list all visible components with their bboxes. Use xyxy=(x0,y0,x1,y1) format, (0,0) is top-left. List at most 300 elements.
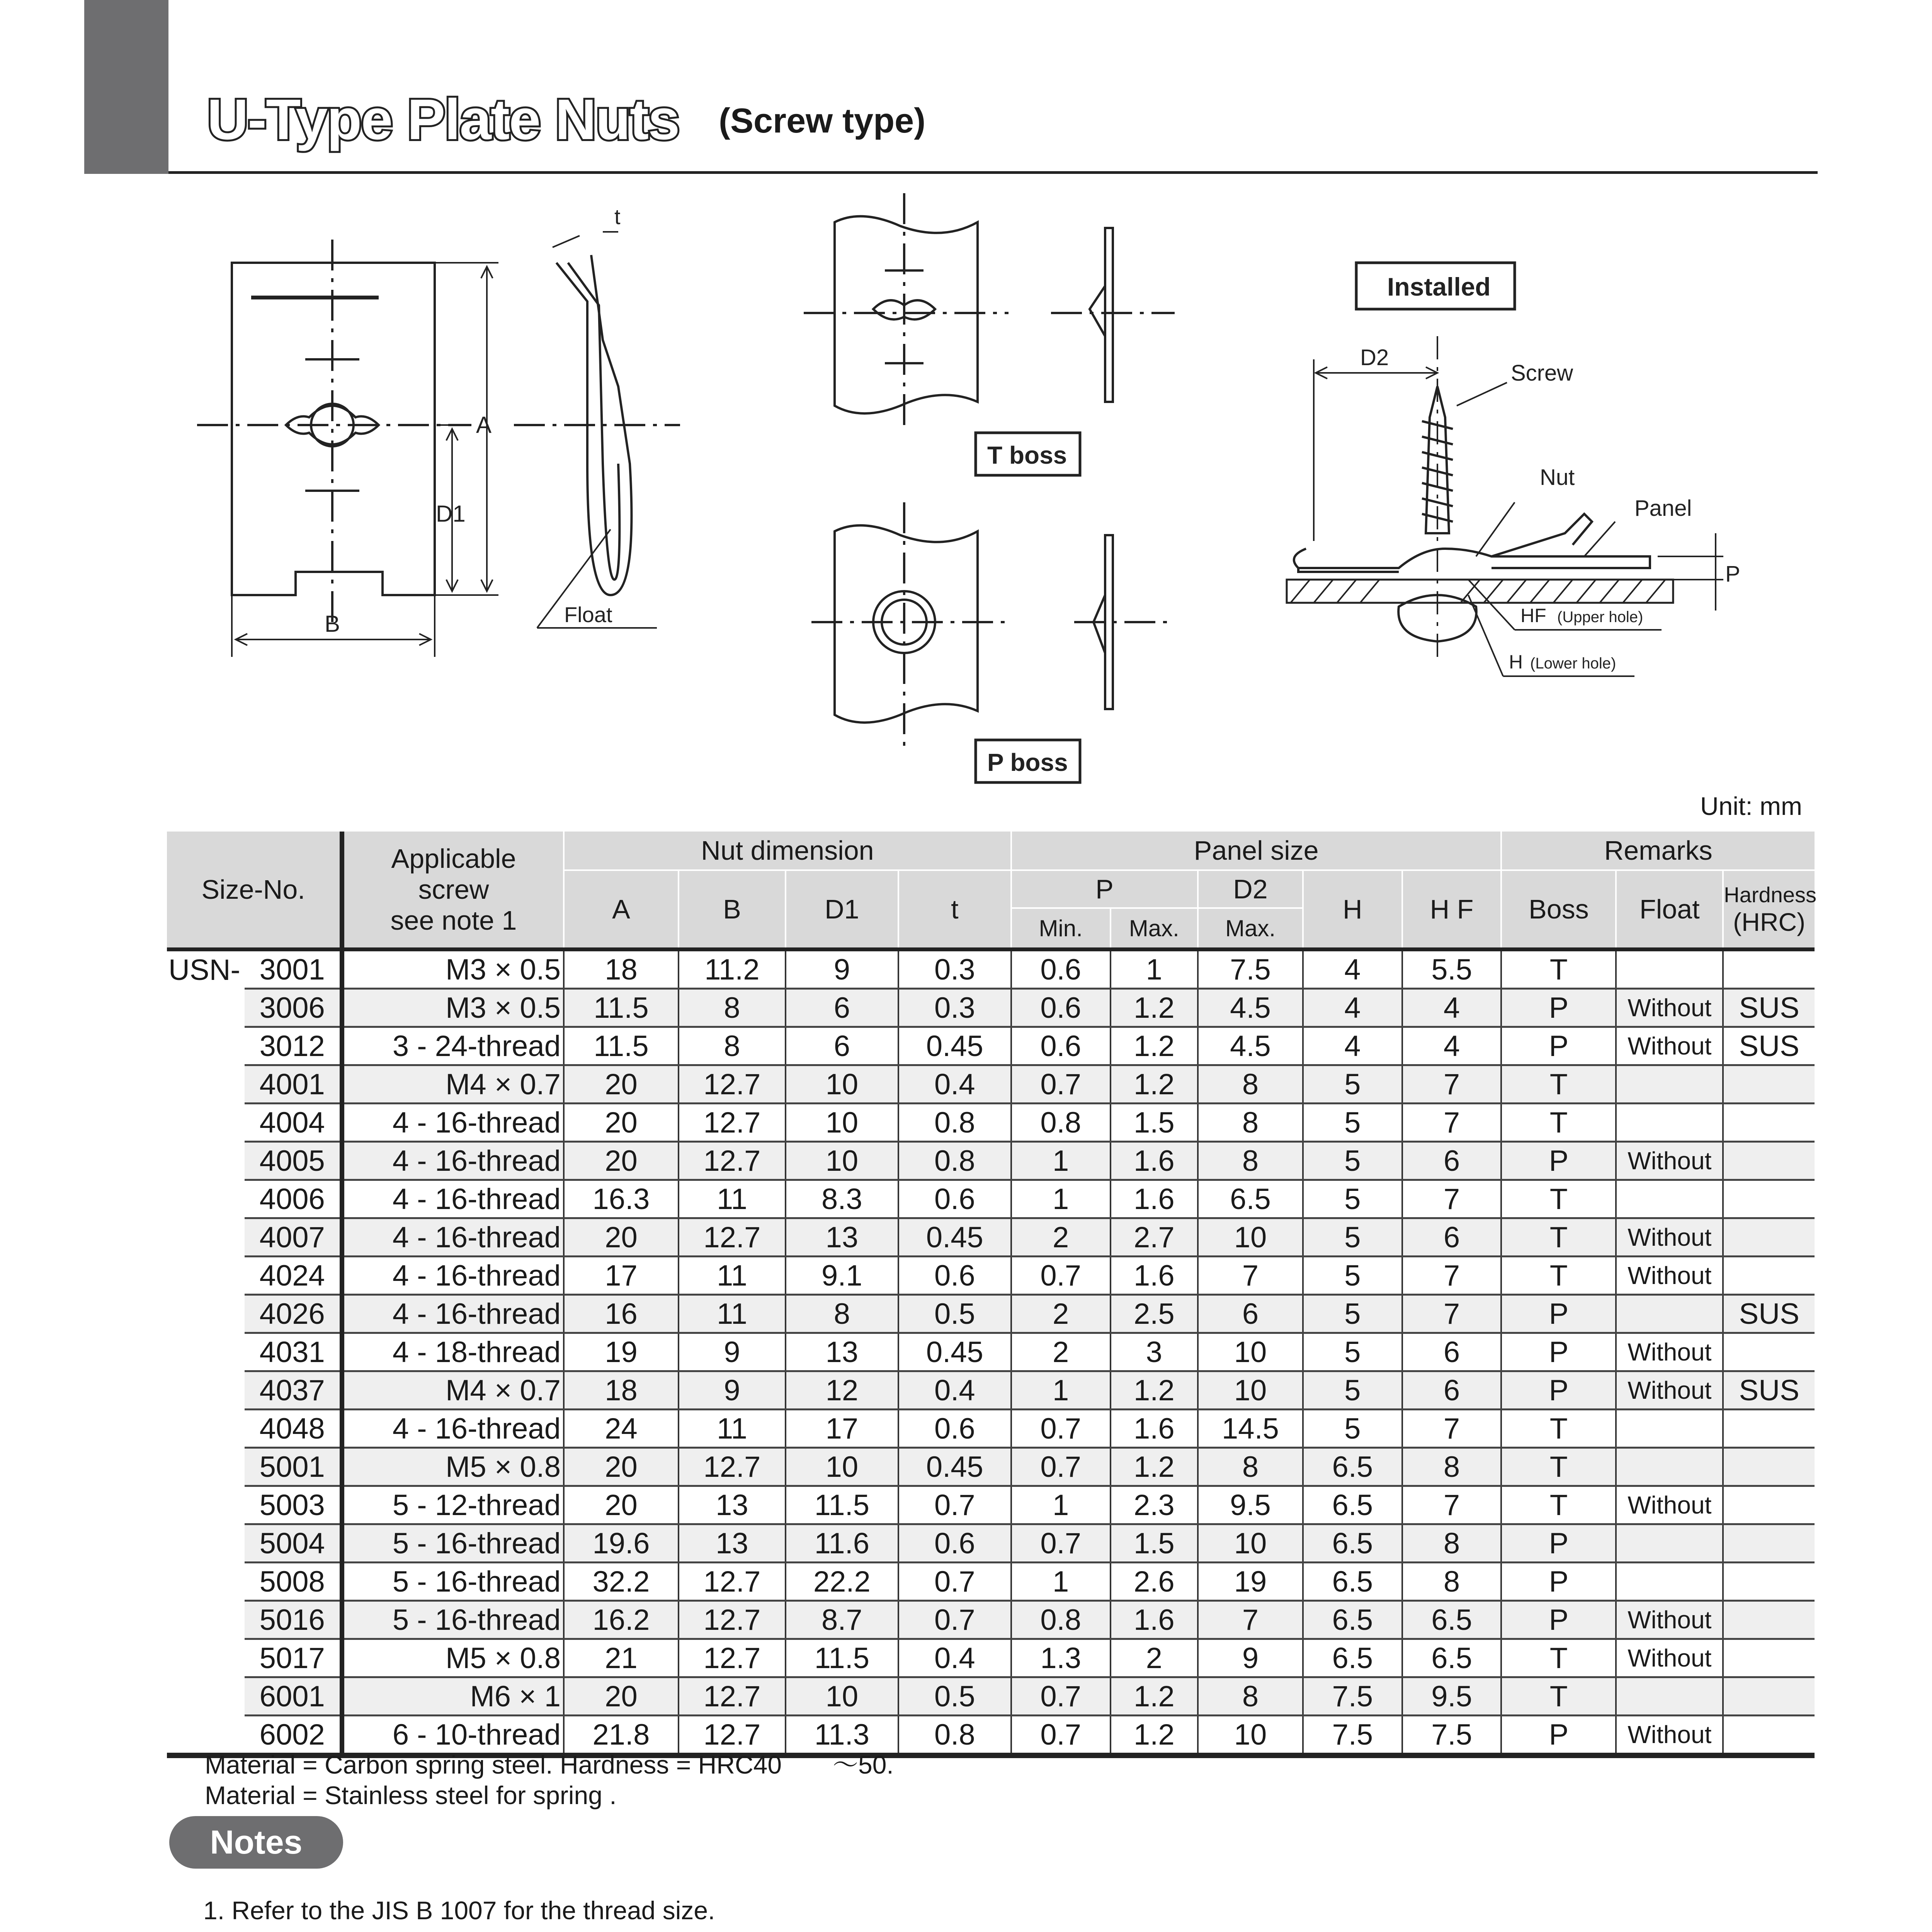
cell-pmin: 0.7 xyxy=(1011,1677,1111,1716)
header-screw-line1: Applicable xyxy=(391,844,516,874)
cell-boss: P xyxy=(1501,1333,1616,1371)
p-boss-label: P boss xyxy=(987,748,1068,776)
cell-boss: T xyxy=(1501,1257,1616,1295)
header-d1: D1 xyxy=(786,870,898,949)
cell-boss: T xyxy=(1501,1677,1616,1716)
header-p: P xyxy=(1011,870,1198,908)
cell-no: 5016 xyxy=(245,1601,342,1639)
cell-hf: 6.5 xyxy=(1402,1601,1502,1639)
installed-p-label: P xyxy=(1725,561,1740,587)
cell-pmin: 0.6 xyxy=(1011,989,1111,1027)
cell-hardness xyxy=(1723,1486,1815,1524)
cell-boss: T xyxy=(1501,1410,1616,1448)
t-boss-label: T boss xyxy=(987,441,1067,469)
header-panel-size: Panel size xyxy=(1011,832,1502,870)
cell-t: 0.45 xyxy=(898,1333,1011,1371)
table-row xyxy=(167,1677,1815,1716)
header-float: Float xyxy=(1616,870,1723,949)
cell-b: 11 xyxy=(679,1180,786,1218)
cell-no: 4037 xyxy=(245,1371,342,1410)
row-prefix-cell xyxy=(167,989,245,1027)
cell-a: 20 xyxy=(564,1218,679,1257)
cell-d1: 12 xyxy=(786,1371,898,1410)
technical-drawings xyxy=(0,178,1932,804)
cell-t: 0.7 xyxy=(898,1601,1011,1639)
header-hf: H F xyxy=(1402,870,1502,949)
cell-hardness xyxy=(1723,1218,1815,1257)
cell-b: 12.7 xyxy=(679,1142,786,1180)
cell-screw: 4 - 16-thread xyxy=(342,1142,564,1180)
cell-no: 4007 xyxy=(245,1218,342,1257)
cell-hf: 7 xyxy=(1402,1180,1502,1218)
cell-t: 0.8 xyxy=(898,1716,1011,1756)
row-prefix-cell xyxy=(167,1333,245,1371)
cell-no: 5003 xyxy=(245,1486,342,1524)
table-row xyxy=(167,1333,1815,1371)
cell-h: 4 xyxy=(1303,1027,1402,1065)
dim-label-t: t xyxy=(614,204,621,229)
cell-float xyxy=(1616,1104,1723,1142)
cell-pmin: 0.6 xyxy=(1011,949,1111,989)
cell-pmax: 1.6 xyxy=(1111,1410,1198,1448)
header-hardness-line1: Hardness xyxy=(1724,882,1816,907)
cell-no: 4048 xyxy=(245,1410,342,1448)
cell-hardness xyxy=(1723,949,1815,989)
cell-hf: 7 xyxy=(1402,1486,1502,1524)
cell-a: 20 xyxy=(564,1142,679,1180)
table-row xyxy=(167,1295,1815,1333)
header-size-no: Size-No. xyxy=(167,832,342,949)
cell-h: 5 xyxy=(1303,1065,1402,1104)
cell-b: 8 xyxy=(679,1027,786,1065)
note-item: 1. Refer to the JIS B 1007 for the thread size. xyxy=(203,1896,715,1925)
cell-h: 5 xyxy=(1303,1333,1402,1371)
cell-hf: 8 xyxy=(1402,1448,1502,1486)
cell-float: Without xyxy=(1616,1716,1723,1756)
row-prefix-cell xyxy=(167,1601,245,1639)
cell-a: 16 xyxy=(564,1295,679,1333)
spec-table-body xyxy=(167,949,1815,1755)
dim-label-d1: D1 xyxy=(436,501,466,527)
cell-a: 20 xyxy=(564,1448,679,1486)
cell-t: 0.6 xyxy=(898,1410,1011,1448)
t-boss-side-drawing xyxy=(1051,228,1175,402)
cell-d1: 10 xyxy=(786,1104,898,1142)
cell-float xyxy=(1616,1180,1723,1218)
cell-float: Without xyxy=(1616,1601,1723,1639)
row-prefix-cell xyxy=(167,1295,245,1333)
cell-hardness xyxy=(1723,1716,1815,1756)
header-p-max: Max. xyxy=(1111,908,1198,949)
cell-pmin: 1 xyxy=(1011,1371,1111,1410)
cell-hf: 7 xyxy=(1402,1104,1502,1142)
cell-pmax: 1.6 xyxy=(1111,1180,1198,1218)
cell-float xyxy=(1616,1065,1723,1104)
header-divider xyxy=(168,171,1818,174)
cell-float: Without xyxy=(1616,1257,1723,1295)
table-row xyxy=(167,1371,1815,1410)
cell-h: 4 xyxy=(1303,989,1402,1027)
cell-a: 24 xyxy=(564,1410,679,1448)
cell-h: 6.5 xyxy=(1303,1486,1402,1524)
cell-hf: 5.5 xyxy=(1402,949,1502,989)
cell-screw: 4 - 16-thread xyxy=(342,1295,564,1333)
cell-d1: 9 xyxy=(786,949,898,989)
cell-t: 0.5 xyxy=(898,1677,1011,1716)
spec-table xyxy=(167,832,1815,1758)
cell-hf: 4 xyxy=(1402,989,1502,1027)
cell-float xyxy=(1616,1295,1723,1333)
row-prefix-cell xyxy=(167,1142,245,1180)
cell-t: 0.5 xyxy=(898,1295,1011,1333)
material-note-stainless: Material = Stainless steel for spring . xyxy=(205,1781,617,1810)
cell-h: 5 xyxy=(1303,1410,1402,1448)
cell-pmax: 1.5 xyxy=(1111,1104,1198,1142)
cell-b: 12.7 xyxy=(679,1448,786,1486)
cell-d2: 10 xyxy=(1198,1524,1303,1563)
cell-hf: 6 xyxy=(1402,1333,1502,1371)
cell-d2: 7.5 xyxy=(1198,949,1303,989)
cell-d1: 11.3 xyxy=(786,1716,898,1756)
table-row xyxy=(167,949,1815,989)
cell-pmax: 2.7 xyxy=(1111,1218,1198,1257)
cell-d1: 8.3 xyxy=(786,1180,898,1218)
cell-screw: M4 × 0.7 xyxy=(342,1065,564,1104)
cell-float: Without xyxy=(1616,1486,1723,1524)
cell-hf: 6 xyxy=(1402,1218,1502,1257)
row-prefix-cell xyxy=(167,1486,245,1524)
cell-screw: 4 - 16-thread xyxy=(342,1218,564,1257)
unit-label: Unit: mm xyxy=(1700,792,1802,820)
cell-b: 8 xyxy=(679,989,786,1027)
cell-pmax: 1.2 xyxy=(1111,989,1198,1027)
cell-no: 3012 xyxy=(245,1027,342,1065)
cell-hardness: SUS xyxy=(1723,1371,1815,1410)
cell-boss: T xyxy=(1501,1486,1616,1524)
cell-screw: 5 - 16-thread xyxy=(342,1524,564,1563)
cell-hardness xyxy=(1723,1142,1815,1180)
cell-d2: 4.5 xyxy=(1198,989,1303,1027)
header-hardness-line2: (HRC) xyxy=(1733,907,1806,936)
cell-pmax: 1.6 xyxy=(1111,1257,1198,1295)
cell-float: Without xyxy=(1616,1639,1723,1677)
cell-no: 4026 xyxy=(245,1295,342,1333)
cell-screw: M3 × 0.5 xyxy=(342,989,564,1027)
cell-b: 12.7 xyxy=(679,1677,786,1716)
cell-screw: 5 - 16-thread xyxy=(342,1601,564,1639)
cell-no: 4031 xyxy=(245,1333,342,1371)
cell-screw: M3 × 0.5 xyxy=(342,949,564,989)
t-boss-front-drawing xyxy=(804,193,1009,429)
cell-a: 19.6 xyxy=(564,1524,679,1563)
cell-a: 18 xyxy=(564,949,679,989)
cell-screw: M4 × 0.7 xyxy=(342,1371,564,1410)
header-d2-max: Max. xyxy=(1198,908,1303,949)
cell-pmax: 1.2 xyxy=(1111,1027,1198,1065)
notes-heading: Notes xyxy=(169,1816,343,1869)
cell-boss: P xyxy=(1501,1142,1616,1180)
cell-d1: 11.5 xyxy=(786,1486,898,1524)
cell-a: 18 xyxy=(564,1371,679,1410)
cell-d1: 17 xyxy=(786,1410,898,1448)
cell-hardness xyxy=(1723,1180,1815,1218)
cell-d2: 9.5 xyxy=(1198,1486,1303,1524)
cell-b: 12.7 xyxy=(679,1065,786,1104)
cell-hf: 8 xyxy=(1402,1563,1502,1601)
cell-t: 0.8 xyxy=(898,1104,1011,1142)
cell-t: 0.4 xyxy=(898,1639,1011,1677)
cell-screw: 5 - 16-thread xyxy=(342,1563,564,1601)
cell-boss: P xyxy=(1501,1027,1616,1065)
cell-pmax: 1.2 xyxy=(1111,1448,1198,1486)
cell-a: 20 xyxy=(564,1677,679,1716)
cell-t: 0.45 xyxy=(898,1448,1011,1486)
cell-b: 12.7 xyxy=(679,1601,786,1639)
cell-t: 0.8 xyxy=(898,1142,1011,1180)
header-nut-dimension: Nut dimension xyxy=(564,832,1011,870)
cell-t: 0.45 xyxy=(898,1218,1011,1257)
cell-no: 4006 xyxy=(245,1180,342,1218)
table-row xyxy=(167,1104,1815,1142)
installed-hf-note: (Upper hole) xyxy=(1557,609,1643,626)
cell-hardness: SUS xyxy=(1723,989,1815,1027)
header-screw-line2: screw xyxy=(418,874,489,905)
header-boss: Boss xyxy=(1501,870,1616,949)
cell-d2: 10 xyxy=(1198,1333,1303,1371)
cell-boss: P xyxy=(1501,1295,1616,1333)
cell-d1: 8.7 xyxy=(786,1601,898,1639)
cell-b: 11 xyxy=(679,1257,786,1295)
cell-b: 9 xyxy=(679,1333,786,1371)
cell-hardness: SUS xyxy=(1723,1295,1815,1333)
cell-screw: 4 - 16-thread xyxy=(342,1257,564,1295)
cell-pmin: 2 xyxy=(1011,1295,1111,1333)
installed-hf-label: HF xyxy=(1520,605,1546,626)
row-prefix-cell xyxy=(167,1257,245,1295)
cell-d1: 11.6 xyxy=(786,1524,898,1563)
cell-t: 0.7 xyxy=(898,1486,1011,1524)
cell-d1: 6 xyxy=(786,989,898,1027)
cell-screw: 4 - 16-thread xyxy=(342,1410,564,1448)
table-row xyxy=(167,1639,1815,1677)
cell-no: 5008 xyxy=(245,1563,342,1601)
cell-boss: P xyxy=(1501,1601,1616,1639)
cell-d2: 10 xyxy=(1198,1371,1303,1410)
cell-pmax: 1.2 xyxy=(1111,1065,1198,1104)
cell-boss: P xyxy=(1501,1371,1616,1410)
dim-label-b: B xyxy=(325,611,340,637)
cell-a: 16.2 xyxy=(564,1601,679,1639)
cell-float xyxy=(1616,1410,1723,1448)
cell-b: 12.7 xyxy=(679,1563,786,1601)
cell-pmin: 1 xyxy=(1011,1563,1111,1601)
cell-no: 4001 xyxy=(245,1065,342,1104)
cell-h: 5 xyxy=(1303,1142,1402,1180)
cell-b: 12.7 xyxy=(679,1218,786,1257)
cell-a: 20 xyxy=(564,1065,679,1104)
cell-hf: 8 xyxy=(1402,1524,1502,1563)
cell-pmax: 2.3 xyxy=(1111,1486,1198,1524)
cell-pmax: 1.6 xyxy=(1111,1601,1198,1639)
cell-a: 11.5 xyxy=(564,989,679,1027)
cell-float: Without xyxy=(1616,1371,1723,1410)
cell-a: 20 xyxy=(564,1104,679,1142)
table-row xyxy=(167,1563,1815,1601)
cell-float: Without xyxy=(1616,1142,1723,1180)
cell-pmax: 1.5 xyxy=(1111,1524,1198,1563)
cell-a: 16.3 xyxy=(564,1180,679,1218)
cell-d1: 10 xyxy=(786,1142,898,1180)
p-boss-front-drawing xyxy=(811,502,1005,746)
cell-h: 6.5 xyxy=(1303,1601,1402,1639)
cell-hardness: SUS xyxy=(1723,1027,1815,1065)
cell-d1: 9.1 xyxy=(786,1257,898,1295)
row-prefix-cell xyxy=(167,1180,245,1218)
row-prefix-cell xyxy=(167,1448,245,1486)
cell-d2: 8 xyxy=(1198,1448,1303,1486)
cell-hf: 6.5 xyxy=(1402,1639,1502,1677)
cell-boss: P xyxy=(1501,989,1616,1027)
cell-d2: 14.5 xyxy=(1198,1410,1303,1448)
row-prefix-cell xyxy=(167,1410,245,1448)
cell-float xyxy=(1616,1448,1723,1486)
cell-b: 9 xyxy=(679,1371,786,1410)
cell-hf: 6 xyxy=(1402,1371,1502,1410)
cell-d2: 7 xyxy=(1198,1601,1303,1639)
cell-pmax: 1.2 xyxy=(1111,1716,1198,1756)
header-d2: D2 xyxy=(1198,870,1303,908)
cell-pmin: 0.7 xyxy=(1011,1524,1111,1563)
cell-hardness xyxy=(1723,1639,1815,1677)
cell-t: 0.3 xyxy=(898,949,1011,989)
cell-b: 12.7 xyxy=(679,1104,786,1142)
cell-hf: 7 xyxy=(1402,1257,1502,1295)
header-applicable-screw xyxy=(342,832,564,949)
table-row xyxy=(167,1065,1815,1104)
table-row xyxy=(167,1601,1815,1639)
cell-d2: 8 xyxy=(1198,1677,1303,1716)
header-h: H xyxy=(1303,870,1402,949)
cell-no: 5004 xyxy=(245,1524,342,1563)
cell-pmax: 1.2 xyxy=(1111,1677,1198,1716)
cell-a: 20 xyxy=(564,1486,679,1524)
cell-t: 0.4 xyxy=(898,1371,1011,1410)
cell-no: 4005 xyxy=(245,1142,342,1180)
cell-a: 11.5 xyxy=(564,1027,679,1065)
cell-boss: T xyxy=(1501,1639,1616,1677)
cell-hardness xyxy=(1723,1104,1815,1142)
cell-h: 6.5 xyxy=(1303,1448,1402,1486)
cell-float xyxy=(1616,949,1723,989)
header-hardness xyxy=(1723,870,1815,949)
installed-h-note: (Lower hole) xyxy=(1530,655,1616,672)
cell-d2: 10 xyxy=(1198,1716,1303,1756)
cell-h: 5 xyxy=(1303,1218,1402,1257)
cell-boss: T xyxy=(1501,1104,1616,1142)
cell-no: 4024 xyxy=(245,1257,342,1295)
cell-d2: 10 xyxy=(1198,1218,1303,1257)
cell-pmin: 2 xyxy=(1011,1218,1111,1257)
cell-screw: 3 - 24-thread xyxy=(342,1027,564,1065)
table-row xyxy=(167,1410,1815,1448)
cell-h: 4 xyxy=(1303,949,1402,989)
cell-hardness xyxy=(1723,1333,1815,1371)
cell-screw: 6 - 10-thread xyxy=(342,1716,564,1756)
table-row xyxy=(167,1027,1815,1065)
cell-hardness xyxy=(1723,1601,1815,1639)
cell-pmax: 1 xyxy=(1111,949,1198,989)
cell-pmin: 1.3 xyxy=(1011,1639,1111,1677)
cell-no: 4004 xyxy=(245,1104,342,1142)
cell-d2: 8 xyxy=(1198,1065,1303,1104)
float-label: Float xyxy=(564,602,612,627)
cell-d2: 6 xyxy=(1198,1295,1303,1333)
cell-b: 11.2 xyxy=(679,949,786,989)
table-row xyxy=(167,1257,1815,1295)
cell-t: 0.7 xyxy=(898,1563,1011,1601)
cell-pmax: 3 xyxy=(1111,1333,1198,1371)
cell-hf: 9.5 xyxy=(1402,1677,1502,1716)
cell-t: 0.6 xyxy=(898,1180,1011,1218)
row-prefix-cell xyxy=(167,1677,245,1716)
cell-no: 6001 xyxy=(245,1677,342,1716)
cell-pmin: 0.8 xyxy=(1011,1601,1111,1639)
cell-b: 12.7 xyxy=(679,1639,786,1677)
cell-d1: 10 xyxy=(786,1448,898,1486)
cell-d2: 9 xyxy=(1198,1639,1303,1677)
cell-d1: 13 xyxy=(786,1218,898,1257)
cell-hf: 4 xyxy=(1402,1027,1502,1065)
cell-t: 0.45 xyxy=(898,1027,1011,1065)
row-prefix-cell xyxy=(167,1218,245,1257)
cell-pmax: 2.6 xyxy=(1111,1563,1198,1601)
cell-pmin: 0.6 xyxy=(1011,1027,1111,1065)
cell-hf: 7 xyxy=(1402,1295,1502,1333)
cell-pmin: 1 xyxy=(1011,1142,1111,1180)
material-note-carbon: Material = Carbon spring steel. Hardness = HRC40 〜50. xyxy=(205,1750,894,1779)
cell-pmax: 1.6 xyxy=(1111,1142,1198,1180)
table-row xyxy=(167,1218,1815,1257)
cell-d1: 13 xyxy=(786,1333,898,1371)
installed-label: Installed xyxy=(1387,272,1491,301)
cell-t: 0.3 xyxy=(898,989,1011,1027)
cell-h: 5 xyxy=(1303,1295,1402,1333)
cell-boss: T xyxy=(1501,1218,1616,1257)
table-row xyxy=(167,1142,1815,1180)
cell-pmin: 0.8 xyxy=(1011,1104,1111,1142)
cell-float xyxy=(1616,1524,1723,1563)
cell-d1: 8 xyxy=(786,1295,898,1333)
row-prefix-cell xyxy=(167,1065,245,1104)
row-prefix-cell xyxy=(167,1563,245,1601)
cell-pmin: 1 xyxy=(1011,1180,1111,1218)
cell-pmin: 0.7 xyxy=(1011,1257,1111,1295)
cell-hardness xyxy=(1723,1410,1815,1448)
cell-boss: T xyxy=(1501,1065,1616,1104)
cell-boss: T xyxy=(1501,949,1616,989)
cell-no: 5001 xyxy=(245,1448,342,1486)
cell-hardness xyxy=(1723,1448,1815,1486)
row-prefix-cell xyxy=(167,1027,245,1065)
front-view-drawing xyxy=(197,240,498,657)
cell-hf: 7 xyxy=(1402,1065,1502,1104)
installed-nut-label: Nut xyxy=(1540,465,1575,490)
cell-pmin: 0.7 xyxy=(1011,1716,1111,1756)
table-row xyxy=(167,989,1815,1027)
cell-b: 11 xyxy=(679,1410,786,1448)
cell-b: 11 xyxy=(679,1295,786,1333)
page-subtitle: (Screw type) xyxy=(719,102,926,140)
